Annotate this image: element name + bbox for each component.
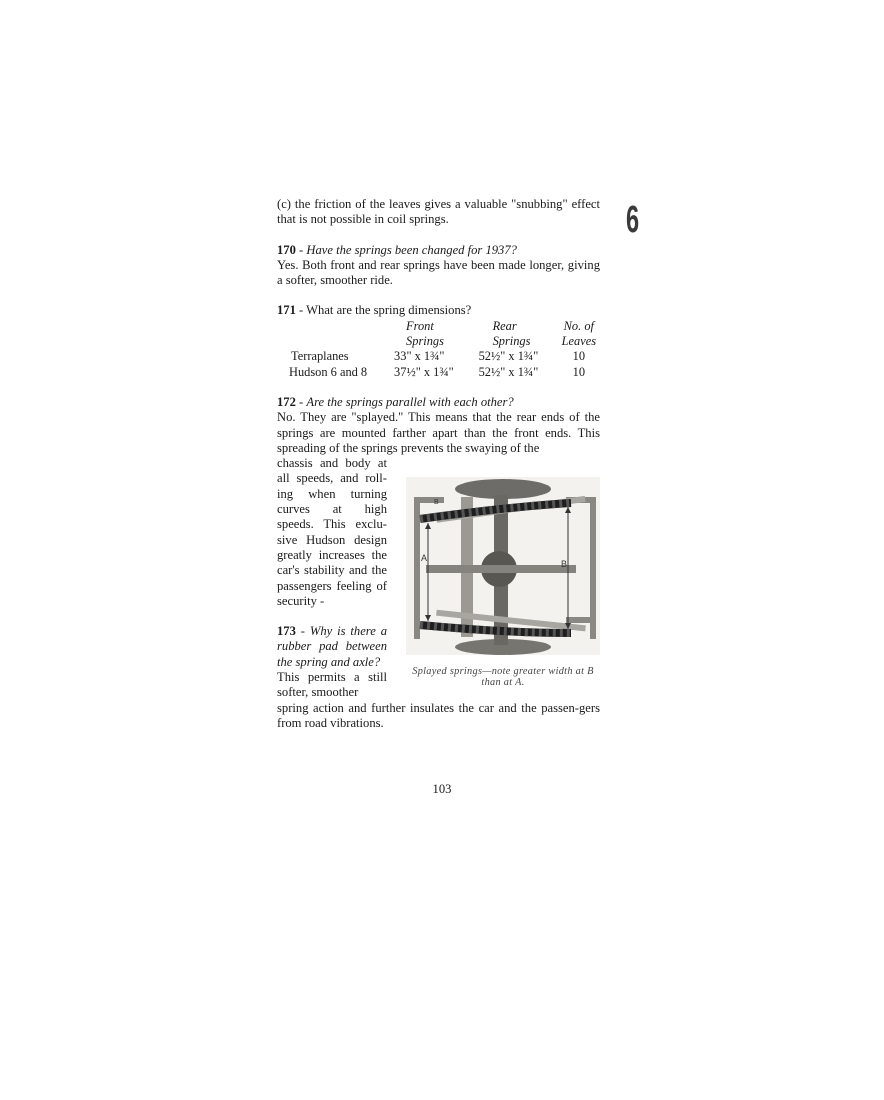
page-number: 103 xyxy=(432,782,452,796)
question-171: 171 - What are the spring dimensions? xyxy=(277,303,472,318)
splayed-springs-figure xyxy=(406,477,600,693)
answer-170: Yes. Both front and rear springs have been made longer, giving a softer, smoother ride. xyxy=(277,257,600,288)
answer-173-full: spring action and further insulates the car and the passen-gers from road vibrations. xyxy=(277,700,600,730)
answer-172-full: No. They are "splayed." This means that the rear ends of the springs are mounted farther apart than the front ends. This spreading of the springs prevents the swaying of the xyxy=(277,410,600,455)
intro-paragraph: (c) the friction of the leaves gives a valuable "snubbing" effect that is not possible in coil springs. xyxy=(277,197,600,227)
table-header-row: Springs Springs Leaves xyxy=(406,334,597,349)
label-b-top: B xyxy=(434,499,439,506)
figure-caption: Splayed springs—note greater width at B than at A. xyxy=(412,666,594,688)
chassis-photo xyxy=(406,477,600,655)
chapter-tab: 6 xyxy=(626,199,640,241)
question-172: 172 - Are the springs parallel with each other? xyxy=(277,394,514,409)
answer-173-narrow: This permits a still softer, smoother xyxy=(277,670,387,700)
question-170: 170 - Have the springs been changed for 1937? xyxy=(277,242,517,257)
spring-dimensions-table xyxy=(277,319,600,380)
question-173: 173 - Why is there a rubber pad between the spring and axle? xyxy=(277,624,387,669)
table-row: Hudson 6 and 8 37½" x 1¾" 52½" x 1¾" 10 xyxy=(289,364,586,379)
table-row: Terraplanes 33" x 1¾" 52½" x 1¾" 10 xyxy=(291,349,586,364)
label-b: B xyxy=(561,559,568,569)
table-header-row: Front Rear No. of xyxy=(406,318,594,333)
label-a: A xyxy=(421,553,428,563)
answer-172-narrow: chassis and body at all speeds, and roll-ing when turning curves at high speeds. This exclu-sive Hudson design greatly increases the car's stability and the passengers feeling of security - xyxy=(277,456,387,608)
